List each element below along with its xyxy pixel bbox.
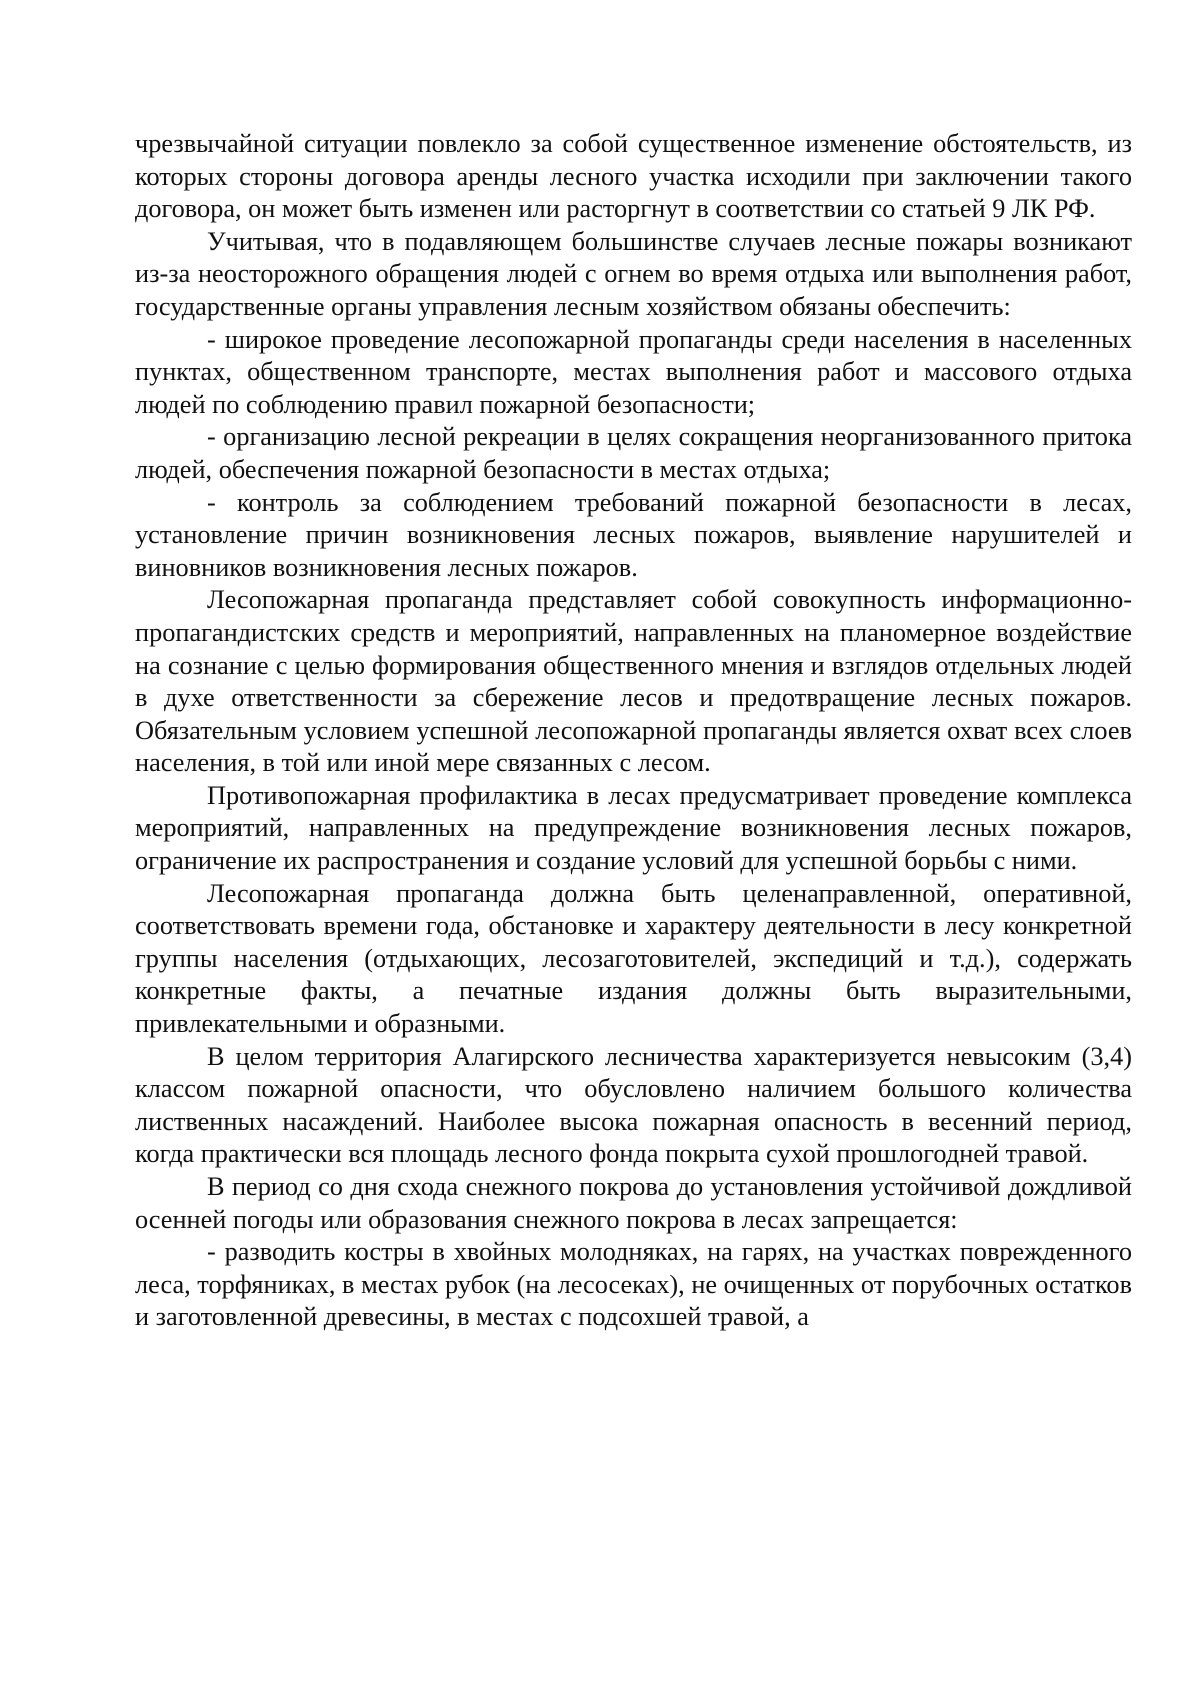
paragraph-propaganda-definition: Лесопожарная пропаганда представляет собой совокупность информационно-пропагандистских средств и мероприятий, направленных на планомерное воздействие на сознание с целью формирования общественного мнения и взглядов отдельных людей в духе ответственности за сбережение лесов и предотвращение лесных пожаров. Обязательным условием успешной лесопожарной пропаганды является охват всех слоев населения, в той или иной мере связанных с лесом. <box>135 585 1132 778</box>
list-item-recreation: - организацию лесной рекреации в целях сокращения неорганизованного притока людей, обеспечения пожарной безопасности в местах отдыха; <box>135 422 1132 484</box>
list-item-campfires: - разводить костры в хвойных молодняках, на гарях, на участках поврежденного леса, торфяниках, в местах рубок (на лесосеках), не очищенных от порубочных остатков и заготовленной древесины, в местах с подсохшей травой, а <box>135 1237 1132 1332</box>
paragraph-fire-danger-class: В целом территория Алагирского лесничества характеризуется невысоким (3,4) классом пожарной опасности, что обусловлено наличием большого количества лиственных насаждений. Наиболее высока пожарная опасность в весенний период, когда практически вся площадь лесного фонда покрыта сухой прошлогодней травой. <box>135 1041 1132 1169</box>
document-body <box>135 128 1132 1334</box>
paragraph-continuation: чрезвычайной ситуации повлекло за собой существенное изменение обстоятельств, из которых стороны договора аренды лесного участка исходили при заключении такого договора, он может быть изменен или расторгнут в соответствии со статьей 9 ЛК РФ. <box>135 129 1132 224</box>
list-item-control: - контроль за соблюдением требований пожарной безопасности в лесах, установление причин возникновения лесных пожаров, выявление нарушителей и виновников возникновения лесных пожаров. <box>135 487 1132 582</box>
list-item-propaganda: - широкое проведение лесопожарной пропаганды среди населения в населенных пунктах, общественном транспорте, местах выполнения работ и массового отдыха людей по соблюдению правил пожарной безопасности; <box>135 324 1132 419</box>
paragraph-fire-causes: Учитывая, что в подавляющем большинстве случаев лесные пожары возникают из-за неосторожного обращения людей с огнем во время отдыха или выполнения работ, государственные органы управления лесным хозяйством обязаны обеспечить: <box>135 226 1132 321</box>
paragraph-propaganda-requirements: Лесопожарная пропаганда должна быть целенаправленной, оперативной, соответствовать времени года, обстановке и характеру деятельности в лесу конкретной группы населения (отдыхающих, лесозаготовителей, экспедиций и т.д.), содержать конкретные факты, а печатные издания должны быть выразительными, привлекательными и образными. <box>135 878 1132 1039</box>
paragraph-prevention: Противопожарная профилактика в лесах предусматривает проведение комплекса мероприятий, направленных на предупреждение возникновения лесных пожаров, ограничение их распространения и создание условий для успешной борьбы с ними. <box>135 780 1132 876</box>
paragraph-prohibitions: В период со дня схода снежного покрова до установления устойчивой дождливой осенней погоды или образования снежного покрова в лесах запрещается: <box>135 1172 1132 1234</box>
